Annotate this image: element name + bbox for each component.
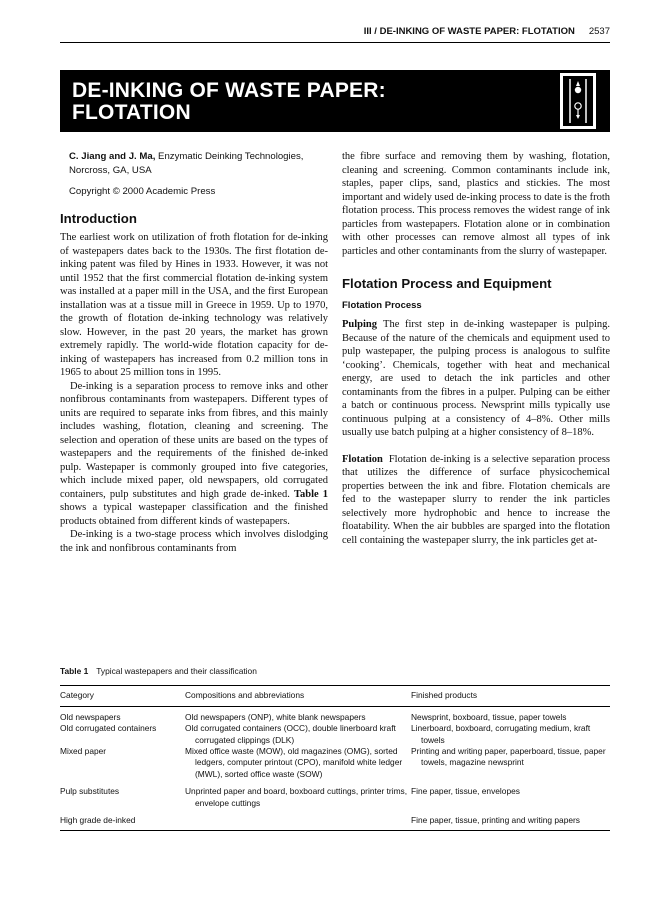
flotation-process-heading: Flotation Process and Equipment xyxy=(342,276,552,291)
flotation-process-subheading: Flotation Process xyxy=(342,300,422,311)
article-title-line-2: FLOTATION xyxy=(72,101,191,124)
table-cell: Old corrugated containers (OCC), double linerboard kraft corrugated clippings (DLK) xyxy=(185,723,396,745)
classification-table xyxy=(60,685,610,831)
affiliation: Enzymatic Deinking Technologies, Norcross, GA, USA xyxy=(69,151,304,176)
article-title xyxy=(72,80,386,124)
intro-paragraph-2 xyxy=(60,380,328,529)
right-column xyxy=(342,150,610,547)
page-number: 2537 xyxy=(588,26,610,37)
pulping-run-in-head: Pulping xyxy=(342,319,378,330)
table-cell: Old newspapers xyxy=(60,711,121,722)
article-title-banner xyxy=(60,70,610,132)
table-1 xyxy=(60,666,610,831)
pulping-paragraph xyxy=(342,318,610,440)
table-cell: High grade de-inked xyxy=(60,815,185,831)
flotation-paragraph xyxy=(342,453,610,548)
table-label: Table 1 xyxy=(60,666,89,676)
table-header-row xyxy=(60,686,610,706)
table-row xyxy=(60,786,610,815)
header-finished-products: Finished products xyxy=(411,686,610,706)
table-cell: Old newspapers (ONP), white blank newspapers xyxy=(185,711,366,722)
intro-p2-tail: shows a typical wastepaper classification and the finished products obtained from different kinds of wastepapers. xyxy=(60,502,328,527)
table-cell: Printing and writing paper, paperboard, tissue, paper towels, magazine newsprint xyxy=(411,746,606,768)
left-column xyxy=(60,150,328,555)
intro-paragraph-3: De-inking is a two-stage process which involves dislodging the ink and nonfibrous contaminants from xyxy=(60,529,328,554)
intro-paragraph-1: The earliest work on utilization of froth flotation for de-inking of wastepapers dates back to the 1930s. The first flotation de-inking patent was filed by Hines in 1933. However, it was not until 1952 that the first commercial flotation de-inking system was installed at a paper mill in the USA, and the first European installation was at a tissue mill in Greece in 1959. Up to 1970, the growth of flotation de-inking technology was relatively slow. However, in the past 20 years, the market has grown extremely rapidly. The world-wide flotation capacity for de-inking of wastepapers has increased from 0.2 million tons in 1965 to about 25 million tons in 1995. xyxy=(60,232,328,378)
flotation-cell-icon xyxy=(560,73,596,129)
table-cell: Fine paper, tissue, envelopes xyxy=(411,786,520,797)
table-caption xyxy=(60,666,610,677)
article-title-line-1: DE-INKING OF WASTE PAPER: xyxy=(72,79,386,102)
running-title: III / DE-INKING OF WASTE PAPER: FLOTATION xyxy=(363,26,575,37)
flotation-run-in-head: Flotation xyxy=(342,453,383,465)
table-cell: Fine paper, tissue, printing and writing papers xyxy=(411,815,610,831)
table-cell: Pulp substitutes xyxy=(60,786,120,797)
table-row xyxy=(60,746,610,786)
table-cell xyxy=(185,815,411,831)
table-caption-text: Typical wastepapers and their classification xyxy=(96,666,257,676)
table-cell: Mixed office waste (MOW), old magazines (OMG), sorted ledgers, computer printout (CPO), manifold white ledger (MWL), sorted office waste (SOW) xyxy=(185,746,403,779)
table-cell: Mixed paper xyxy=(60,746,107,757)
introduction-heading: Introduction xyxy=(60,211,137,226)
table-cell: Linerboard, boxboard, corrugating medium, kraft towels xyxy=(411,723,591,745)
table-row xyxy=(60,815,610,831)
author-block xyxy=(69,150,328,178)
flotation-text: Flotation de-inking is a selective separation process that utilizes the difference of surface physicochemical properties between the ink and fibre. Flotation chemicals are fed to the wastepaper slurry to render the ink particles selectively more hydrophobic and hence to increase the floatability. When the air bubbles are sparged into the flotation cell containing the wastepaper slurry, the ink particles get at- xyxy=(342,453,610,546)
table-row xyxy=(60,706,610,723)
table-1-reference[interactable]: Table 1 xyxy=(293,488,328,500)
pulping-text: The first step in de-inking wastepaper is pulping. Because of the nature of the chemicals and equipment used to pulp wastepaper, the pulping process is analogous to sulfite ‘cooking’. Chemicals, together with heat and mechanical energy, are used to detach the ink particles and other contaminants from the fibres in a pulper. Pulping can be either a batch or continuous process. Newsprint mills typically use continuous pulping at a consistency of 4–8%. Other mills usually use batch pulping at a higher consistency of 8–18%. xyxy=(342,319,610,438)
copyright: Copyright © 2000 Academic Press xyxy=(69,186,216,197)
header-category: Category xyxy=(60,686,185,706)
table-cell: Unprinted paper and board, boxboard cuttings, printer trims, envelope cuttings xyxy=(185,786,408,808)
intro-p2-text: De-inking is a separation process to remove inks and other nonfibrous contaminants from wastepapers. Different types of units are required to separate inks from fibres, and this mainly includes washing, flotation, cleaning and screening. The selection and operation of these units are based on the types of wastepapers and the requirements of the finished de-inked pulp. Wastepaper is commonly grouped into five categories, which include mixed paper, old newspapers, old corrugated containers, pulp substitutes and high grade de-inked. xyxy=(60,380,328,500)
table-cell: Old corrugated containers xyxy=(60,723,157,734)
table-cell: Newsprint, boxboard, tissue, paper towels xyxy=(411,711,567,722)
header-compositions: Compositions and abbreviations xyxy=(185,686,411,706)
authors: C. Jiang and J. Ma, xyxy=(69,151,156,162)
col2-paragraph-1: the fibre surface and removing them by washing, flotation, cleaning and screening. Common contaminants include ink, staples, paper clips, sand, plastics and stickies. The most important and widely used de-inking process to date is the froth flotation process. This process removes the widest range of ink particles from wastepapers. Flotation alone or in combination with other processes can remove almost all types of ink particles and other contaminants from the slurry of wastepaper. xyxy=(342,151,610,257)
running-header xyxy=(60,22,610,43)
table-row xyxy=(60,723,610,746)
